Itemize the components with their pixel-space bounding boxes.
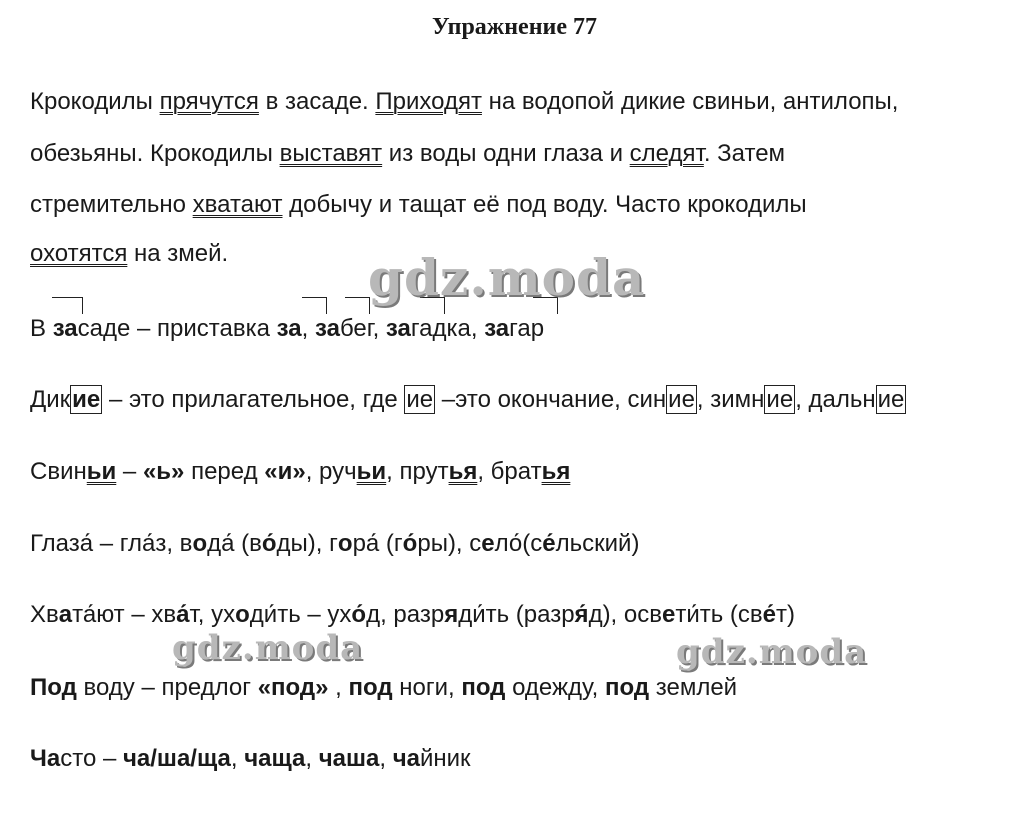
predicate: прячутся [159, 88, 259, 115]
text-line-1: Крокодилы прячутся в засаде. Приходят на водопой дикие свиньи, антилопы, [30, 88, 899, 115]
watermark: gdz.moda [368, 248, 646, 307]
predicate: Приходят [375, 88, 482, 115]
ending-box: ие [72, 386, 101, 413]
watermark: gdz.moda [676, 632, 868, 672]
ending-box: ие [766, 386, 794, 413]
analysis-row-3: Свиньи – «ь» перед «и», ручьи, прутья, братья [30, 458, 571, 485]
analysis-row-1: В засаде – приставка за, забег, загадка, загар [30, 315, 545, 342]
ending-box: ие [877, 386, 905, 413]
text-line-3: стремительно хватают добычу и тащат её под воду. Часто крокодилы [30, 191, 807, 218]
text-line-2: обезьяны. Крокодилы выставят из воды одни глаза и следят. Затем [30, 140, 786, 167]
analysis-row-5: Хвата́ют – хва́т, уходи́ть – ухо́д, разряди́ть (разря́д), освети́ть (све́т) [30, 601, 796, 628]
prefix-mark [302, 297, 327, 314]
exercise-title: Упражнение 77 [431, 14, 597, 40]
prefix-mark [345, 297, 370, 314]
text-line-4: охотятся на змей. [30, 240, 229, 267]
ending-box: ие [668, 386, 695, 413]
predicate: выставят [279, 140, 383, 167]
watermark: gdz.moda [172, 628, 364, 668]
prefix-mark [52, 297, 83, 314]
analysis-row-2: Дикие – это прилагательное, где ие –это окончание, синие, зимние, дальние [30, 386, 905, 413]
predicate: охотятся [30, 240, 128, 267]
analysis-row-7: Часто – ча/ша/ща, чаща, чаша, чайник [30, 745, 471, 772]
ending-box: ие [406, 386, 434, 413]
analysis-row-4: Глаза́ – гла́з, вода́ (во́ды), гора́ (го́ры), село́(се́льский) [30, 530, 640, 557]
analysis-row-6: Под воду – предлог «под» , под ноги, под одежду, под землей [30, 674, 738, 701]
predicate: хватают [192, 191, 283, 218]
predicate: следят [629, 140, 704, 167]
